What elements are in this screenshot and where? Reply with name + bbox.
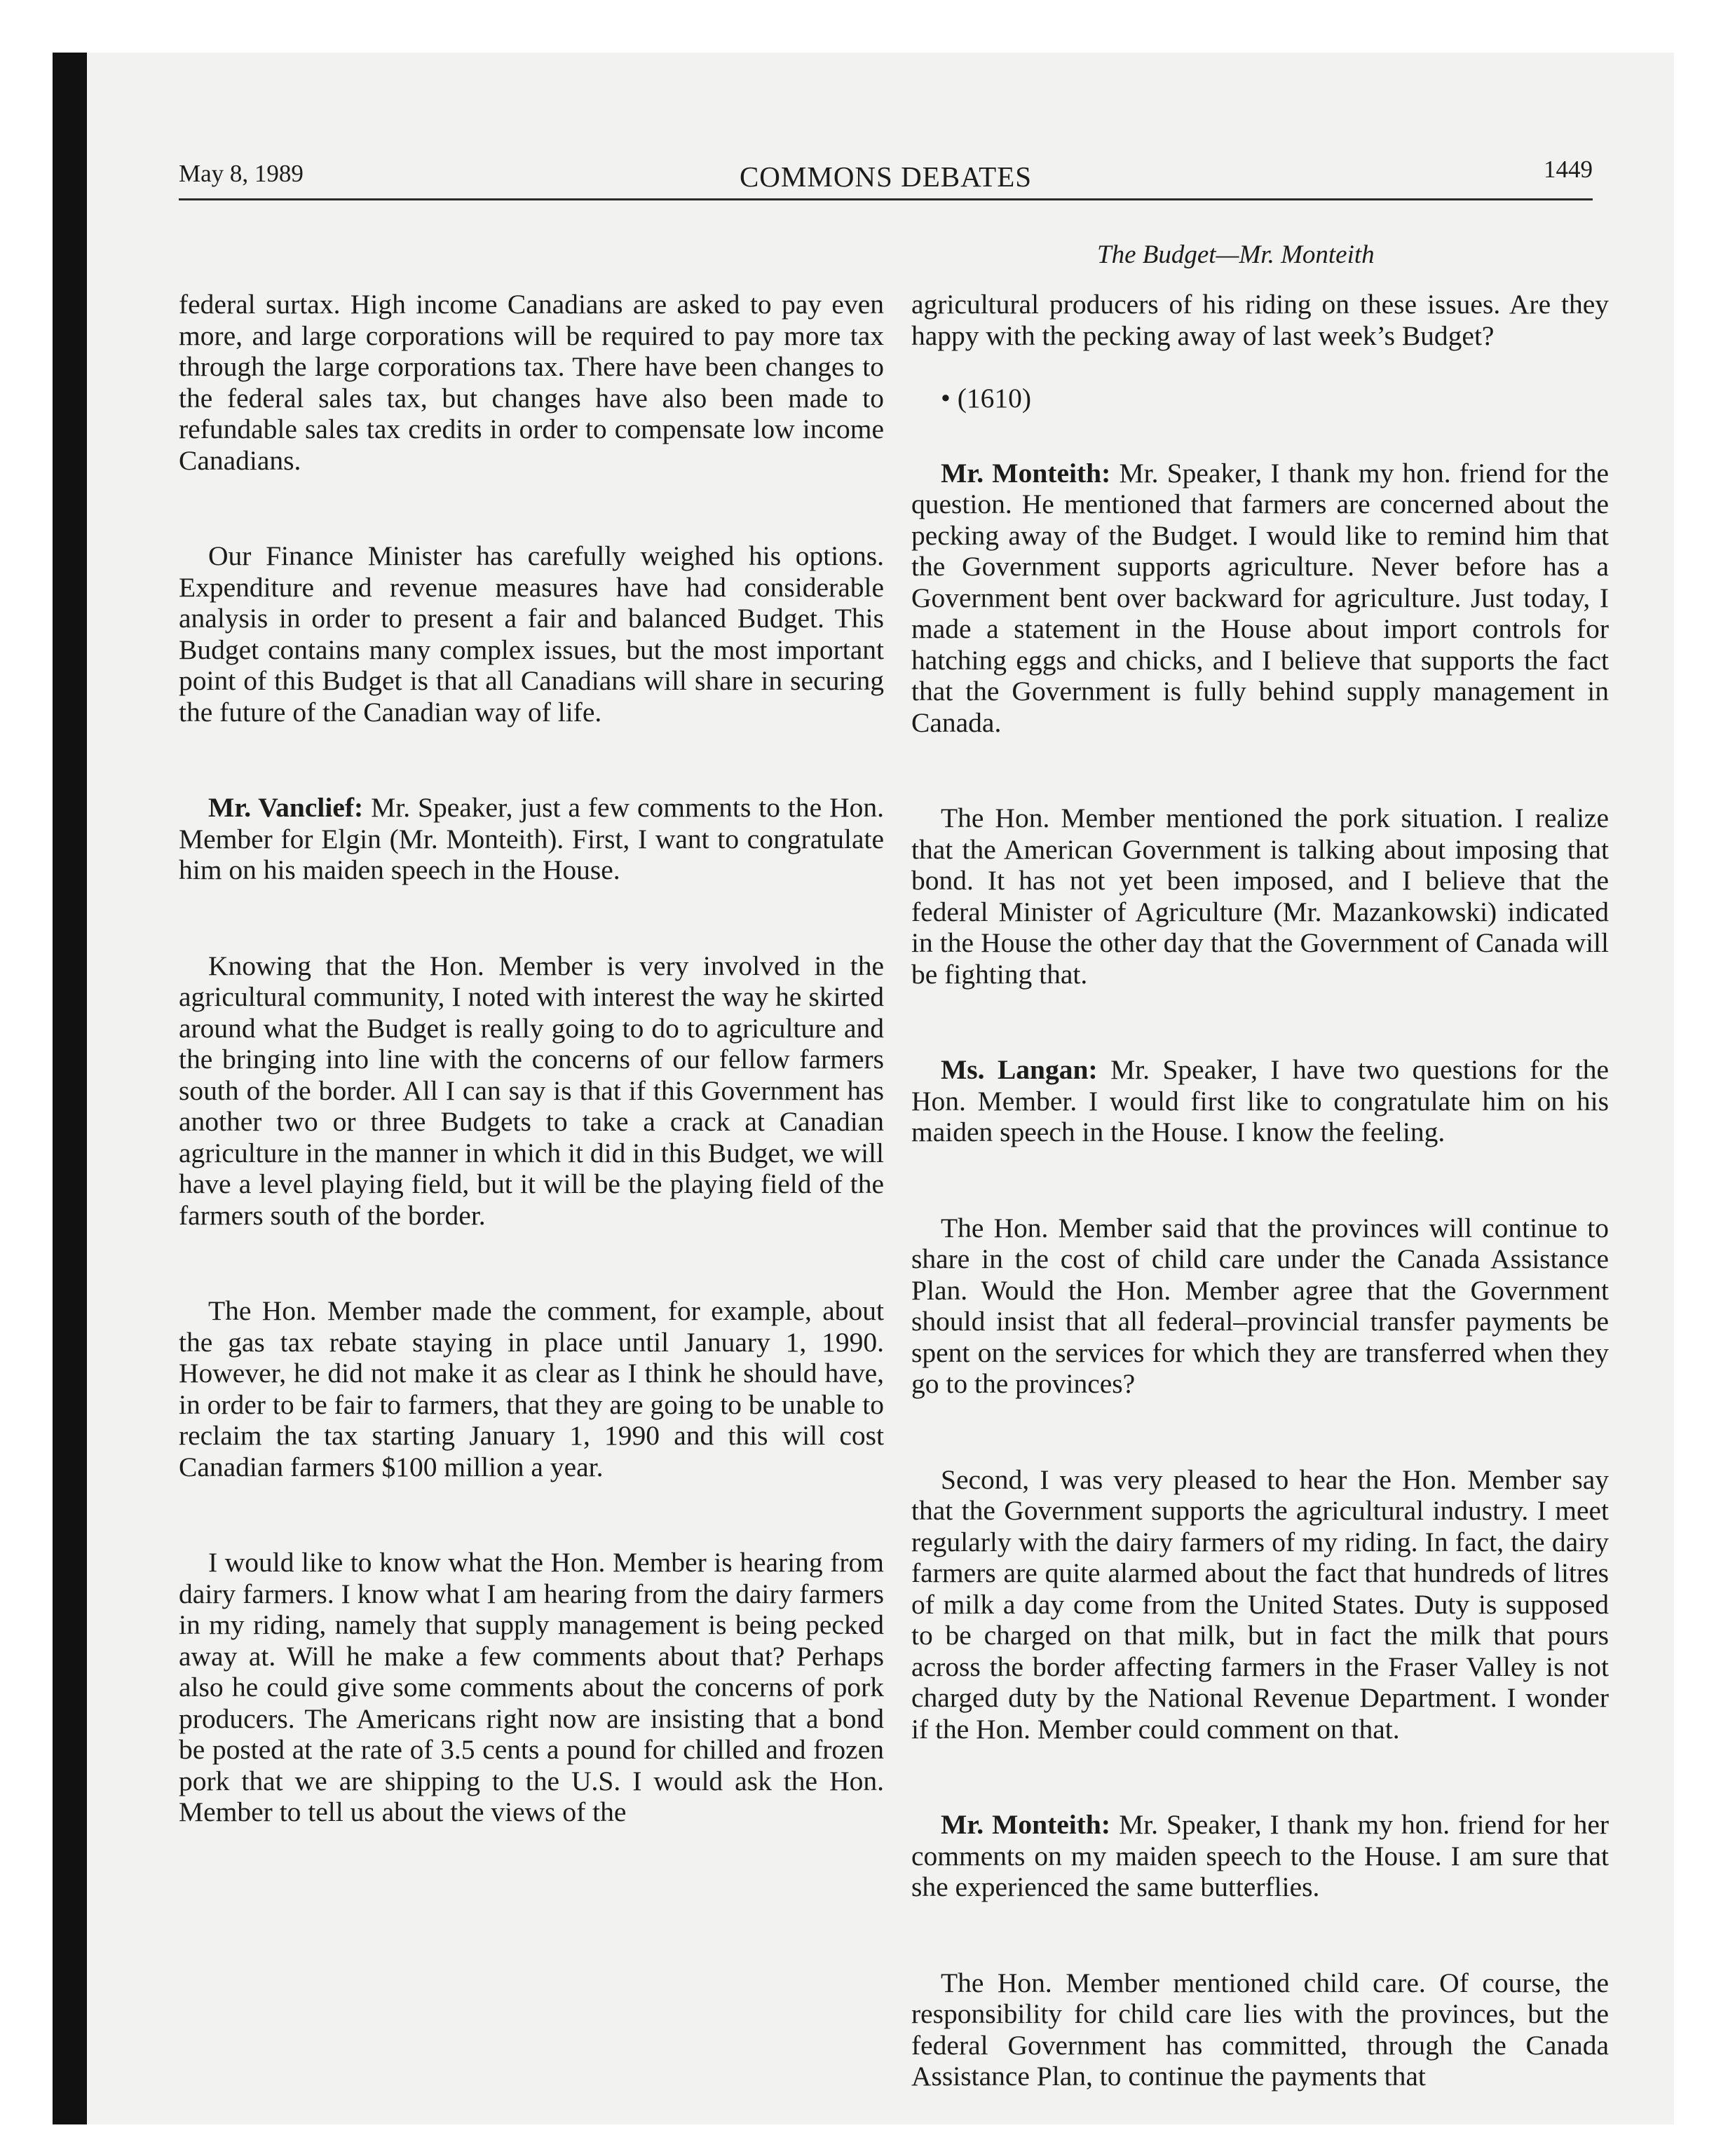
paragraph: agricultural producers of his riding on these issues. Are they happy with the pecking away of last week’s Budget? [911, 289, 1609, 351]
paragraph [911, 1809, 1609, 1903]
header-rule [179, 198, 1593, 200]
paragraph: Second, I was very pleased to hear the Hon. Member say that the Government supports the agricultural industry. I meet regularly with the dairy farmers of my riding. In fact, the dairy farmers are quite alarmed about the fact that hundreds of litres of milk a day come from the United States. Duty is supposed to be charged on that milk, but in fact the milk that pours across the border affecting farmers in the Fraser Valley is not charged duty by the National Revenue Department. I wonder if the Hon. Member could comment on that. [911, 1464, 1609, 1745]
paragraph: federal surtax. High income Canadians are asked to pay even more, and large corporations will be required to pay more tax through the large corporations tax. There have been changes to the federal sales tax, but changes have also been made to refundable sales tax credits in order to compensate low income Canadians. [179, 289, 884, 476]
page-header [179, 156, 1593, 202]
paragraph: The Hon. Member mentioned the pork situation. I realize that the American Government is talking about imposing that bond. It has not yet been imposed, and I believe that the federal Minister of Agriculture (Mr. Mazankowski) indicated in the House the other day that the Government of Canada will be fighting that. [911, 803, 1609, 990]
paragraph: The Hon. Member made the comment, for example, about the gas tax rebate staying in place until January 1, 1990. However, he did not make it as clear as I think he should have, in order to be fair to farmers, that they are going to be unable to reclaim the tax starting January 1, 1990 and this will cost Canadian farmers $100 million a year. [179, 1295, 884, 1482]
header-page-number: 1449 [1544, 156, 1593, 183]
running-head: The Budget—Mr. Monteith [1097, 240, 1375, 269]
speaker-name: Ms. Langan: [941, 1054, 1098, 1085]
speaker-name: Mr. Vanclief: [208, 792, 364, 823]
speech-text: Mr. Speaker, I have two questions for the Hon. Member. I would first like to congratulate him on his maiden speech in the House. I know the feeling. [911, 1054, 1609, 1147]
left-column [179, 289, 884, 1828]
time-marker: • (1610) [941, 383, 1032, 414]
paragraph [911, 1054, 1609, 1148]
right-column [911, 289, 1609, 2092]
paragraph: Our Finance Minister has carefully weighed his options. Expenditure and revenue measures have had considerable analysis in order to present a fair and balanced Budget. This Budget contains many complex issues, but the most important point of this Budget is that all Canadians will share in securing the future of the Canadian way of life. [179, 540, 884, 728]
speech-text: Mr. Speaker, I thank my hon. friend for the question. He mentioned that farmers are concerned about the pecking away of the Budget. I would like to remind him that the Government supports agriculture. Never before has a Government bent over backward for agriculture. Just today, I made a statement in the House about import controls for hatching eggs and chicks, and I believe that supports the fact that the Government is fully behind supply management in Canada. [911, 457, 1610, 738]
paragraph [911, 458, 1609, 739]
paragraph: Knowing that the Hon. Member is very involved in the agricultural community, I noted with interest the way he skirted around what the Budget is really going to do to agriculture and the bringing into line with the concerns of our fellow farmers south of the border. All I can say is that if this Government has another two or three Budgets to take a crack at Canadian agriculture in the manner in which it did in this Budget, we will have a level playing field, but it will be the playing field of the farmers south of the border. [179, 950, 884, 1231]
speech-text: Mr. Speaker, I thank my hon. friend for her comments on my maiden speech to the House. I am sure that she experienced the same butterflies. [911, 1809, 1610, 1902]
scan-edge-bar [53, 53, 87, 2124]
speaker-name: Mr. Monteith: [941, 457, 1111, 489]
header-publication: COMMONS DEBATES [739, 161, 1033, 193]
paragraph: The Hon. Member mentioned child care. Of course, the responsibility for child care lies with the provinces, but the federal Government has committed, through the Canada Assistance Plan, to continue the payments that [911, 1967, 1609, 2092]
paragraph: The Hon. Member said that the provinces will continue to share in the cost of child care under the Canada Assistance Plan. Would the Hon. Member agree that the Government should insist that all federal–provincial transfer payments be spent on the services for which they are transferred when they go to the provinces? [911, 1212, 1609, 1399]
header-date: May 8, 1989 [179, 160, 304, 187]
paragraph [179, 792, 884, 886]
speech-text: Mr. Speaker, just a few comments to the Hon. Member for Elgin (Mr. Monteith). First, I want to congratulate him on his maiden speech in the House. [179, 792, 884, 885]
speaker-name: Mr. Monteith: [941, 1809, 1111, 1840]
paragraph: I would like to know what the Hon. Member is hearing from dairy farmers. I know what I am hearing from the dairy farmers in my riding, namely that supply management is being pecked away at. Will he make a few comments about that? Perhaps also he could give some comments about the concerns of pork producers. The Americans right now are insisting that a bond be posted at the rate of 3.5 cents a pound for chilled and frozen pork that we are shipping to the U.S. I would ask the Hon. Member to tell us about the views of the [179, 1547, 884, 1827]
